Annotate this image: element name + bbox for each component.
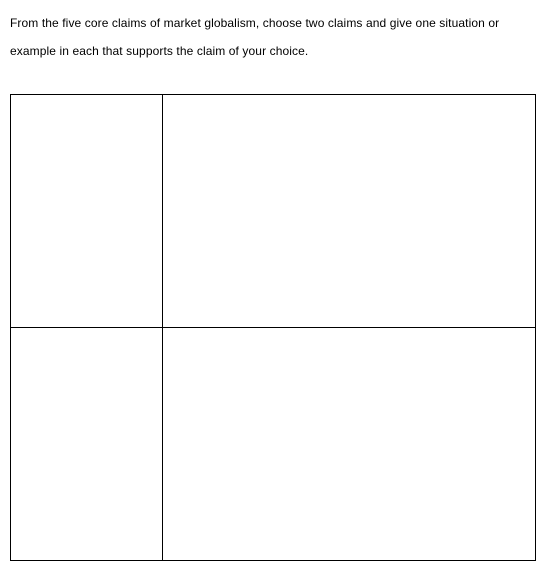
claim-cell[interactable] <box>11 328 163 561</box>
claim-cell[interactable] <box>11 95 163 328</box>
answer-table <box>10 94 536 561</box>
example-cell[interactable] <box>163 328 536 561</box>
example-cell[interactable] <box>163 95 536 328</box>
table-row <box>11 328 536 561</box>
instructions-text <box>10 9 550 65</box>
instructions-line-1: From the five core claims of market globalism, choose two claims and give one situation or <box>10 16 500 30</box>
table-row <box>11 95 536 328</box>
instructions-line-2: example in each that supports the claim of your choice. <box>10 44 309 58</box>
